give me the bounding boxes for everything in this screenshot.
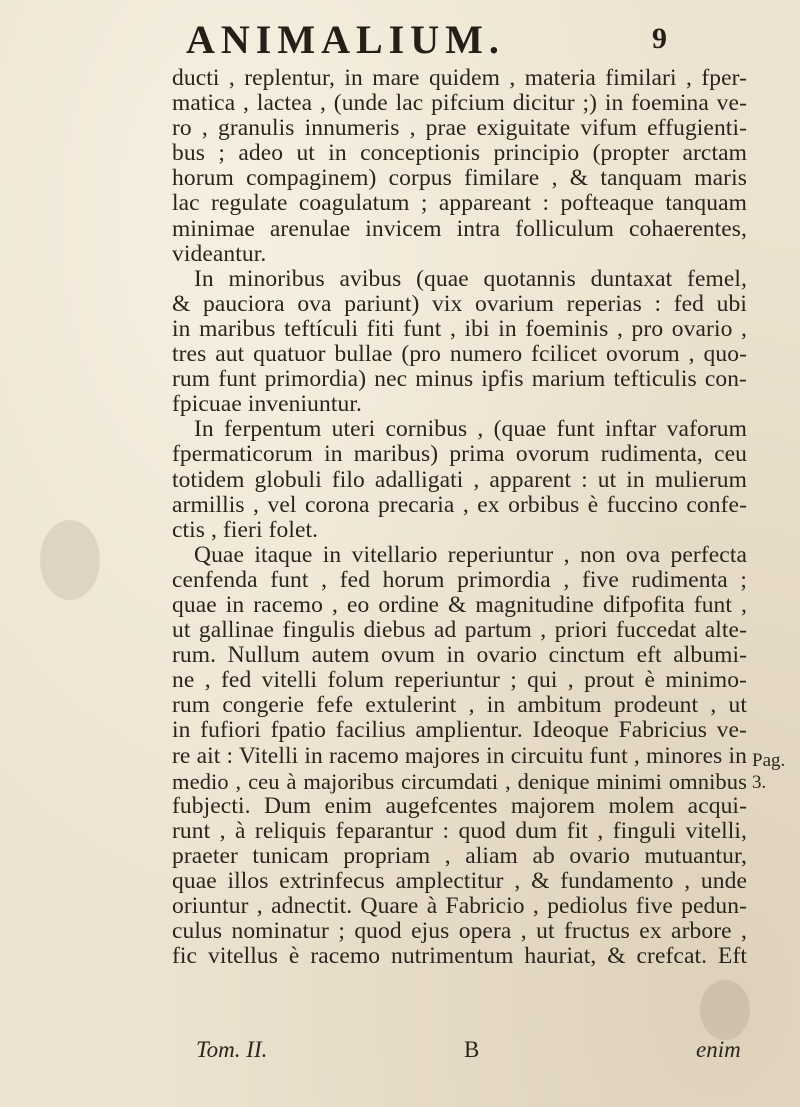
text-line: matica , lactea , (unde lac pifcium dicitur ;) in foemina ve- <box>172 90 747 117</box>
text-line: quae illos extrinfecus amplectitur , & fundamento , unde <box>172 868 747 894</box>
text-line: medio , ceu à majoribus circumdati , denique minimi omnibus <box>172 768 747 794</box>
page-header <box>126 8 686 64</box>
text-line: in maribus teftículi fiti funt , ibi in foeminis , pro ovario , <box>172 315 747 342</box>
text-line: ro , granulis innumeris , prae exiguitate vifum effugienti- <box>172 115 747 142</box>
signature-mark: B <box>464 1037 480 1062</box>
text-line: ducti , replentur, in mare quidem , materia fimilari , fper- <box>172 65 747 91</box>
text-line: Quae itaque in vitellario reperiuntur , non ova perfecta <box>194 541 747 568</box>
running-head: ANIMALIUM. <box>186 17 505 62</box>
text-line: fpermaticorum in maribus) prima ovorum rudimenta, ceu <box>172 441 747 468</box>
text-line: oriuntur , adnectit. Quare à Fabricio , pediolus five pedun- <box>172 893 747 920</box>
text-line: re ait : Vitelli in racemo majores in circuitu funt , minores in <box>172 742 747 769</box>
text-line: cenfenda funt , fed horum primordia , five rudimenta ; <box>172 566 747 593</box>
text-line: minimae arenulae invicem intra folliculum cohaerentes, <box>172 215 747 242</box>
text-line: quae in racemo , eo ordine & magnitudine difpofita funt , <box>172 591 747 618</box>
text-line: ut gallinae fingulis diebus ad partum , priori fuccedat alte- <box>172 617 747 644</box>
text-line: videantur. <box>172 240 267 267</box>
paper-stain <box>40 520 100 600</box>
text-line: fubjecti. Dum enim augefcentes majorem molem acqui- <box>172 792 747 819</box>
text-line: tres aut quatuor bullae (pro numero fcilicet ovorum , quo- <box>172 341 747 368</box>
text-line: armillis , vel corona precaria , ex orbibus è fuccino confe- <box>172 491 747 518</box>
catchword: enim <box>696 1037 741 1062</box>
text-line: rum. Nullum autem ovum in ovario cinctum eft albumi- <box>172 642 747 669</box>
text-line: praeter tunicam propriam , aliam ab ovario mutuantur, <box>172 842 747 869</box>
page-number: 9 <box>652 22 667 55</box>
text-line: In minoribus avibus (quae quotannis duntaxat femel, <box>194 265 747 292</box>
text-line: ne , fed vitelli folum reperiuntur ; qui , prout è minimo- <box>172 667 747 694</box>
text-line: & pauciora ova pariunt) vix ovarium reperias : fed ubi <box>172 290 747 317</box>
text-line: horum compaginem) corpus fimilare , & tanquam maris <box>172 165 747 192</box>
volume-signature: Tom. II. <box>196 1037 268 1062</box>
text-line: bus ; adeo ut in conceptionis principio (propter arctam <box>172 140 747 167</box>
text-line: fic vitellus è racemo nutrimentum hauriat, & crefcat. Eft <box>172 943 747 970</box>
page-footer <box>196 1037 756 1065</box>
text-line: rum congerie fefe extulerint , in ambitum prodeunt , ut <box>172 692 747 719</box>
text-line: rum funt primordia) nec minus ipfis marium tefticulis con- <box>172 366 747 393</box>
text-line: lac regulate coagulatum ; appareant : pofteaque tanquam <box>172 190 747 217</box>
text-line: In ferpentum uteri cornibus , (quae funt inftar vaforum <box>194 416 747 443</box>
margin-note: Pag. 3. <box>752 750 786 793</box>
text-line: totidem globuli filo adalligati , apparent : ut in mulierum <box>172 466 747 493</box>
text-line: ctis , fieri folet. <box>172 516 319 543</box>
text-line: fpicuae inveniuntur. <box>172 391 362 418</box>
text-line: culus nominatur ; quod ejus opera , ut fructus ex arbore , <box>172 918 747 945</box>
body-text <box>172 66 747 969</box>
text-line: runt , à reliquis feparantur : quod dum fit , finguli vitelli, <box>172 817 747 844</box>
paper-stain <box>700 980 750 1040</box>
text-line: in fufiori fpatio facilius amplientur. Ideoque Fabricius ve- <box>172 717 747 744</box>
